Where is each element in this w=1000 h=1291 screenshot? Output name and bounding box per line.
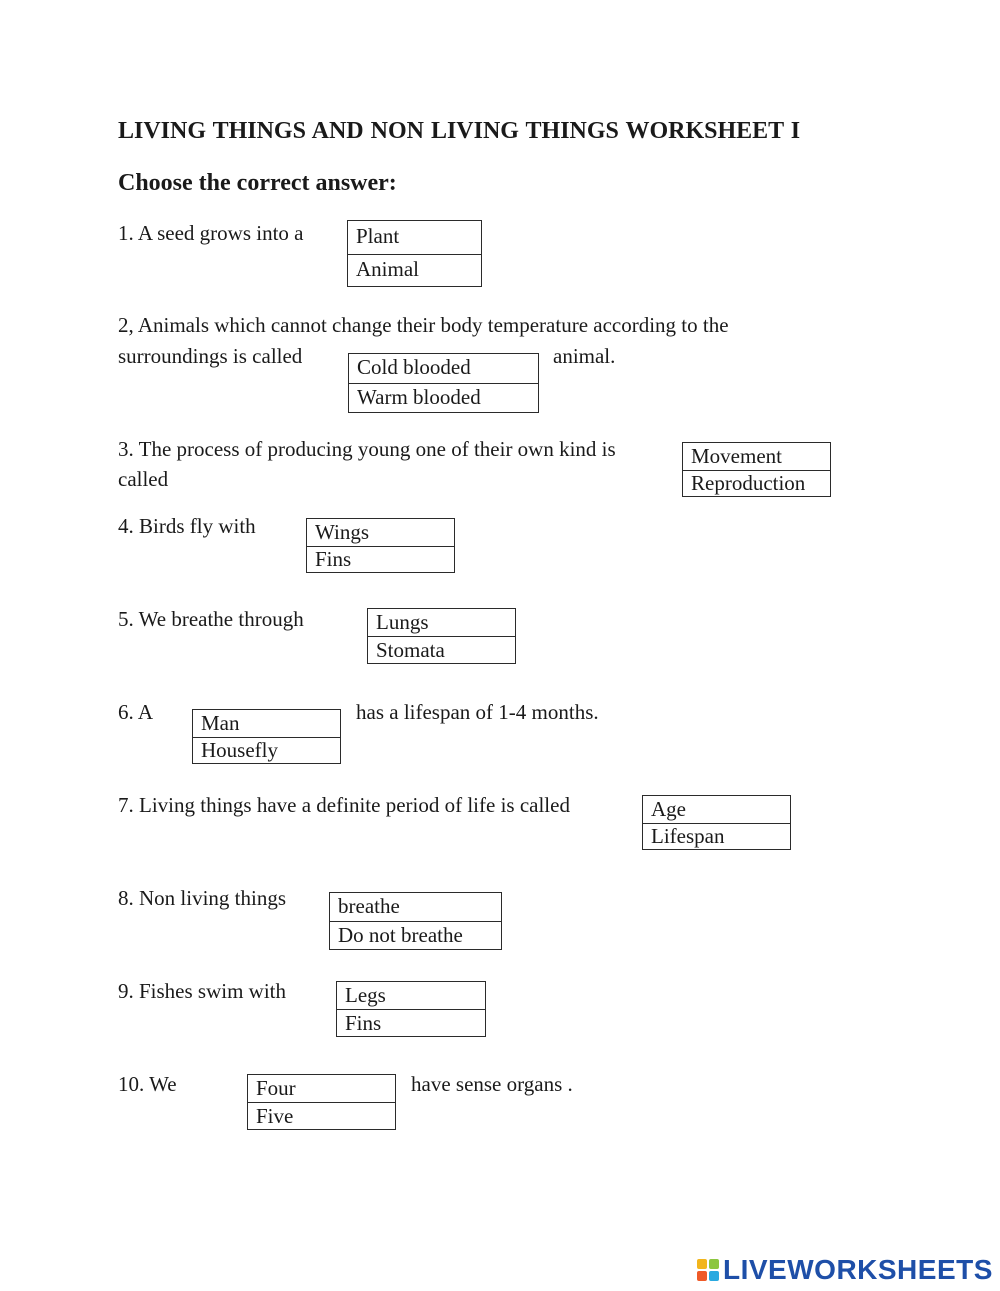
question-9-text: 9. Fishes swim with xyxy=(118,979,287,1003)
option-reproduction[interactable]: Reproduction xyxy=(683,470,830,496)
question-8-text: 8. Non living things xyxy=(118,886,287,910)
question-6-dropdown[interactable] xyxy=(192,709,341,764)
logo-text: LIVEWORKSHEETS xyxy=(723,1254,993,1285)
question-10-dropdown[interactable] xyxy=(247,1074,396,1130)
option-plant[interactable]: Plant xyxy=(356,224,400,248)
option-animal[interactable]: Animal xyxy=(348,254,481,286)
option-breathe[interactable]: breathe xyxy=(338,894,400,918)
option-do-not-breathe[interactable]: Do not breathe xyxy=(330,921,501,949)
option-man[interactable]: Man xyxy=(201,711,240,735)
question-3-text-line2: called xyxy=(118,467,169,491)
option-housefly[interactable]: Housefly xyxy=(193,737,340,763)
question-5-text: 5. We breathe through xyxy=(118,607,304,631)
option-lifespan[interactable]: Lifespan xyxy=(643,823,790,849)
question-5-dropdown[interactable] xyxy=(367,608,516,664)
question-3-text-line1: 3. The process of producing young one of their own kind is xyxy=(118,437,616,461)
question-9-dropdown[interactable] xyxy=(336,981,486,1037)
question-2-text-line1: 2, Animals which cannot change their body temperature according to the xyxy=(118,313,729,337)
option-fins[interactable]: Fins xyxy=(337,1009,485,1036)
logo-blocks-icon xyxy=(697,1259,719,1281)
question-2-dropdown[interactable] xyxy=(348,353,539,413)
logo-block-3 xyxy=(697,1271,707,1281)
question-10-text: 10. We xyxy=(118,1072,177,1096)
worksheet-title: LIVING THINGS AND NON LIVING THINGS WORKSHEET I xyxy=(118,118,801,144)
question-8-dropdown[interactable] xyxy=(329,892,502,950)
option-lungs[interactable]: Lungs xyxy=(376,610,429,634)
question-4-text: 4. Birds fly with xyxy=(118,514,256,538)
question-3-dropdown[interactable] xyxy=(682,442,831,497)
option-cold-blooded[interactable]: Cold blooded xyxy=(357,355,471,379)
question-1-dropdown[interactable] xyxy=(347,220,482,287)
question-2-suffix: animal. xyxy=(553,344,616,368)
option-fins[interactable]: Fins xyxy=(307,546,454,572)
question-7-dropdown[interactable] xyxy=(642,795,791,850)
logo-block-1 xyxy=(697,1259,707,1269)
option-stomata[interactable]: Stomata xyxy=(368,636,515,663)
option-legs[interactable]: Legs xyxy=(345,983,386,1007)
option-age[interactable]: Age xyxy=(651,797,686,821)
logo-block-4 xyxy=(709,1271,719,1281)
option-warm-blooded[interactable]: Warm blooded xyxy=(349,383,538,412)
option-five[interactable]: Five xyxy=(248,1102,395,1129)
liveworksheets-logo xyxy=(697,1254,993,1286)
question-4-dropdown[interactable] xyxy=(306,518,455,573)
question-6-suffix: has a lifespan of 1-4 months. xyxy=(356,700,599,724)
question-10-suffix: have sense organs . xyxy=(411,1072,573,1096)
option-movement[interactable]: Movement xyxy=(691,444,782,468)
question-7-text: 7. Living things have a definite period of life is called xyxy=(118,793,570,817)
question-2-text-line2: surroundings is called xyxy=(118,344,303,368)
logo-block-2 xyxy=(709,1259,719,1269)
instruction: Choose the correct answer: xyxy=(118,170,397,196)
question-6-text: 6. A xyxy=(118,700,154,724)
option-wings[interactable]: Wings xyxy=(315,520,369,544)
option-four[interactable]: Four xyxy=(256,1076,296,1100)
question-1-text: 1. A seed grows into a xyxy=(118,221,304,245)
